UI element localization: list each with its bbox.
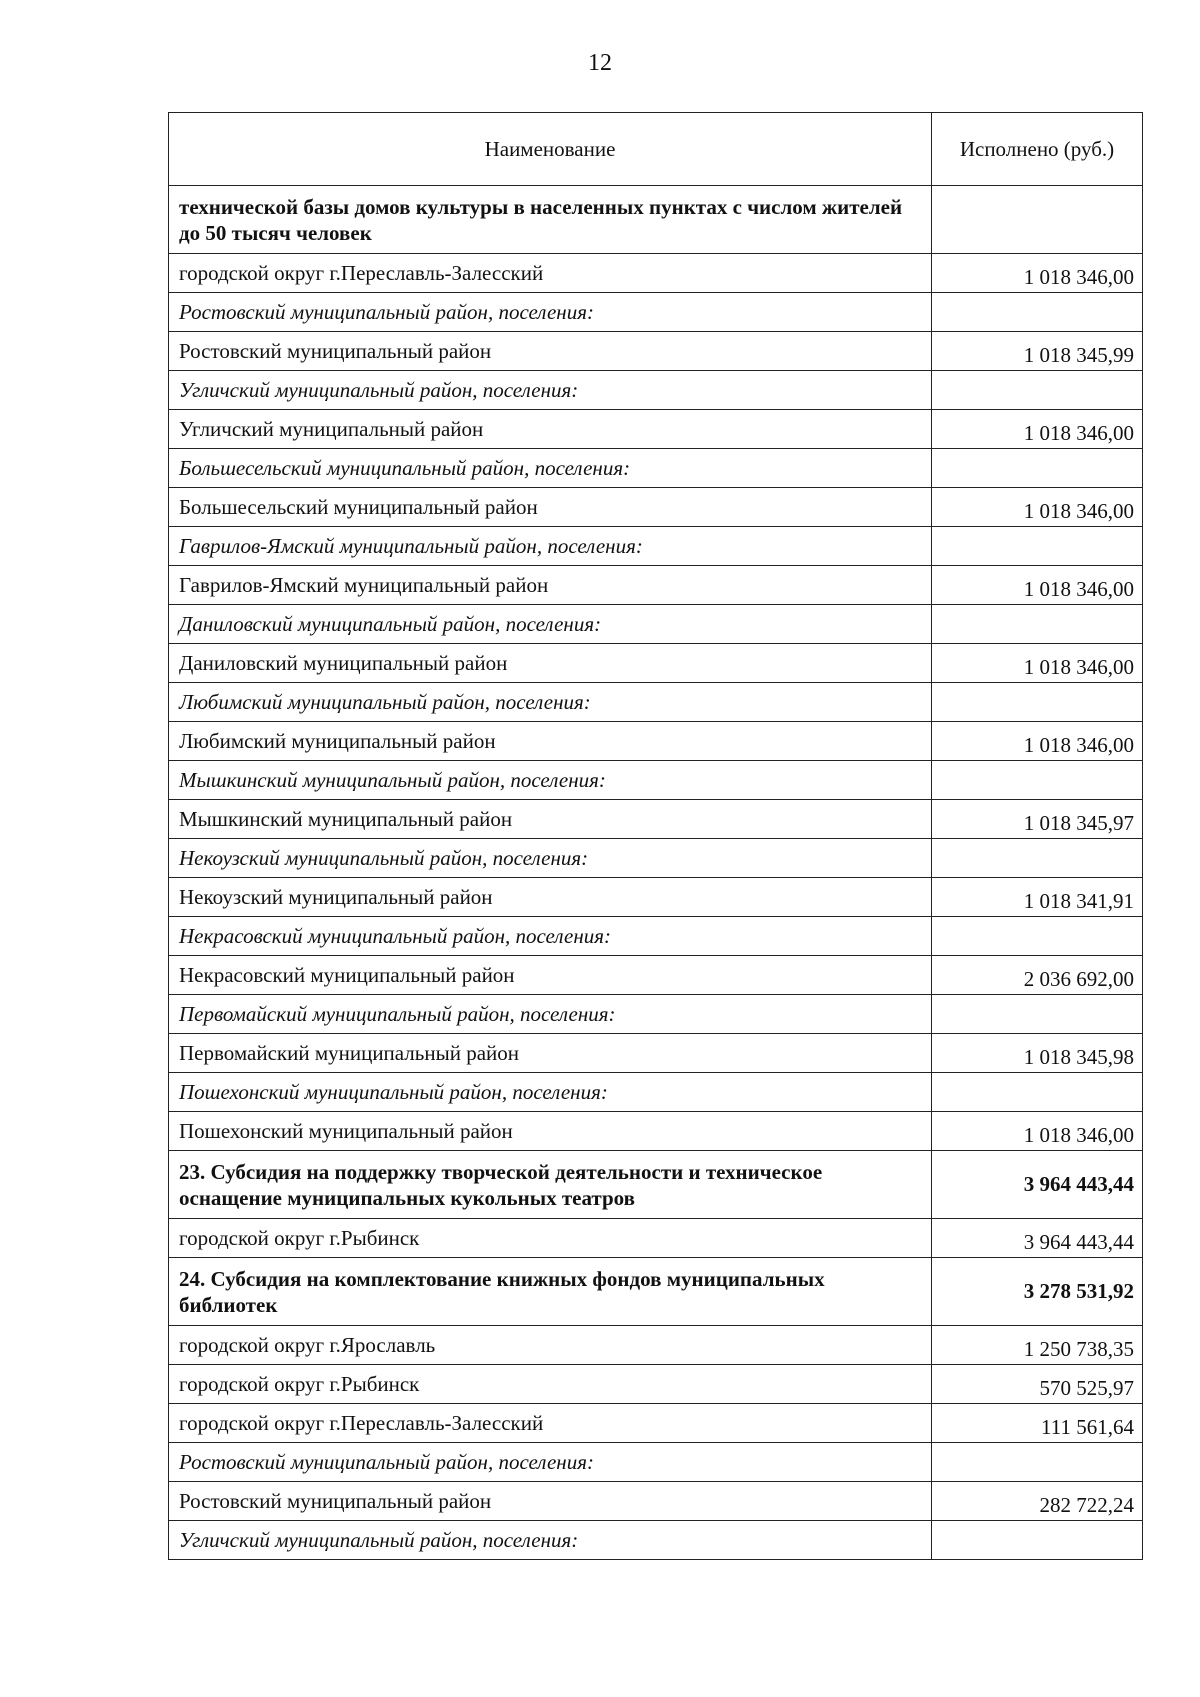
table-row [169,254,1143,293]
row-name: Мышкинский муниципальный район [169,800,932,839]
row-amount: 1 018 346,00 [932,722,1143,761]
row-amount: 1 250 738,35 [932,1326,1143,1365]
page-number: 12 [588,50,612,76]
row-name: Большесельский муниципальный район, поселения: [169,449,932,488]
row-name: Любимский муниципальный район, поселения: [169,683,932,722]
table-row [169,371,1143,410]
table-row [169,605,1143,644]
table-row [169,410,1143,449]
row-amount: 1 018 341,91 [932,878,1143,917]
row-amount: 1 018 346,00 [932,566,1143,605]
row-name: Гаврилов-Ямский муниципальный район [169,566,932,605]
row-amount: 1 018 346,00 [932,1112,1143,1151]
table-row [169,1404,1143,1443]
row-name: Первомайский муниципальный район, поселения: [169,995,932,1034]
table-row [169,566,1143,605]
table-row [169,878,1143,917]
row-amount [932,839,1143,878]
table-row [169,956,1143,995]
row-name: Ростовский муниципальный район [169,1482,932,1521]
table-body [169,186,1143,1560]
row-amount [932,1443,1143,1482]
table-row [169,722,1143,761]
row-name: Некоузский муниципальный район, поселения: [169,839,932,878]
table-row [169,761,1143,800]
table-row [169,293,1143,332]
row-name: Угличский муниципальный район, поселения: [169,371,932,410]
row-amount [932,605,1143,644]
row-amount [932,371,1143,410]
row-name: Даниловский муниципальный район [169,644,932,683]
table-row [169,644,1143,683]
row-name: городской округ г.Рыбинск [169,1219,932,1258]
table-row [169,1482,1143,1521]
row-name: Даниловский муниципальный район, поселения: [169,605,932,644]
row-name: Некрасовский муниципальный район [169,956,932,995]
row-name: Угличский муниципальный район, поселения: [169,1521,932,1560]
row-name: Ростовский муниципальный район [169,332,932,371]
row-name: Пошехонский муниципальный район [169,1112,932,1151]
row-amount [932,527,1143,566]
table-row [169,1258,1143,1326]
row-amount [932,761,1143,800]
row-name: городской округ г.Переславль-Залесский [169,254,932,293]
row-amount: 3 278 531,92 [932,1258,1143,1326]
table-row [169,1034,1143,1073]
table-row [169,1151,1143,1219]
row-name: Мышкинский муниципальный район, поселения: [169,761,932,800]
row-amount: 1 018 345,97 [932,800,1143,839]
row-amount: 1 018 346,00 [932,488,1143,527]
table-header-row [169,113,1143,186]
row-amount: 111 561,64 [932,1404,1143,1443]
header-amount: Исполнено (руб.) [932,113,1143,186]
row-name: Большесельский муниципальный район [169,488,932,527]
row-name: Ростовский муниципальный район, поселения: [169,293,932,332]
table-row [169,1219,1143,1258]
row-amount [932,293,1143,332]
row-amount: 3 964 443,44 [932,1151,1143,1219]
row-name: технической базы домов культуры в населенных пунктах с числом жителей до 50 тысяч человек [169,186,932,254]
row-amount [932,1521,1143,1560]
row-name: городской округ г.Переславль-Залесский [169,1404,932,1443]
row-amount: 570 525,97 [932,1365,1143,1404]
report-table [168,112,1143,1560]
row-amount: 2 036 692,00 [932,956,1143,995]
row-name: Ростовский муниципальный район, поселения: [169,1443,932,1482]
table-row [169,1073,1143,1112]
row-name: Некоузский муниципальный район [169,878,932,917]
table-row [169,1112,1143,1151]
row-name: Угличский муниципальный район [169,410,932,449]
table-row [169,800,1143,839]
table-row [169,995,1143,1034]
row-name: 24. Субсидия на комплектование книжных фондов муниципальных библиотек [169,1258,932,1326]
row-amount: 1 018 346,00 [932,254,1143,293]
header-name: Наименование [169,113,932,186]
table-row [169,527,1143,566]
row-amount: 1 018 346,00 [932,410,1143,449]
row-name: Пошехонский муниципальный район, поселения: [169,1073,932,1112]
row-name: 23. Субсидия на поддержку творческой деятельности и техническое оснащение муниципальных кукольных театров [169,1151,932,1219]
row-name: Гаврилов-Ямский муниципальный район, поселения: [169,527,932,566]
row-amount: 1 018 345,98 [932,1034,1143,1073]
row-name: городской округ г.Ярославль [169,1326,932,1365]
row-amount: 1 018 346,00 [932,644,1143,683]
row-amount: 282 722,24 [932,1482,1143,1521]
table-row [169,1365,1143,1404]
row-amount: 3 964 443,44 [932,1219,1143,1258]
row-amount [932,995,1143,1034]
table-row [169,488,1143,527]
row-amount [932,1073,1143,1112]
table-row [169,917,1143,956]
table-row [169,449,1143,488]
table-row [169,839,1143,878]
table-row [169,1521,1143,1560]
row-name: Любимский муниципальный район [169,722,932,761]
row-name: городской округ г.Рыбинск [169,1365,932,1404]
row-amount [932,917,1143,956]
table-row [169,1326,1143,1365]
row-amount: 1 018 345,99 [932,332,1143,371]
table-row [169,1443,1143,1482]
table-row [169,332,1143,371]
table-row [169,186,1143,254]
row-amount [932,186,1143,254]
row-name: Некрасовский муниципальный район, поселения: [169,917,932,956]
row-name: Первомайский муниципальный район [169,1034,932,1073]
row-amount [932,683,1143,722]
table-row [169,683,1143,722]
row-amount [932,449,1143,488]
